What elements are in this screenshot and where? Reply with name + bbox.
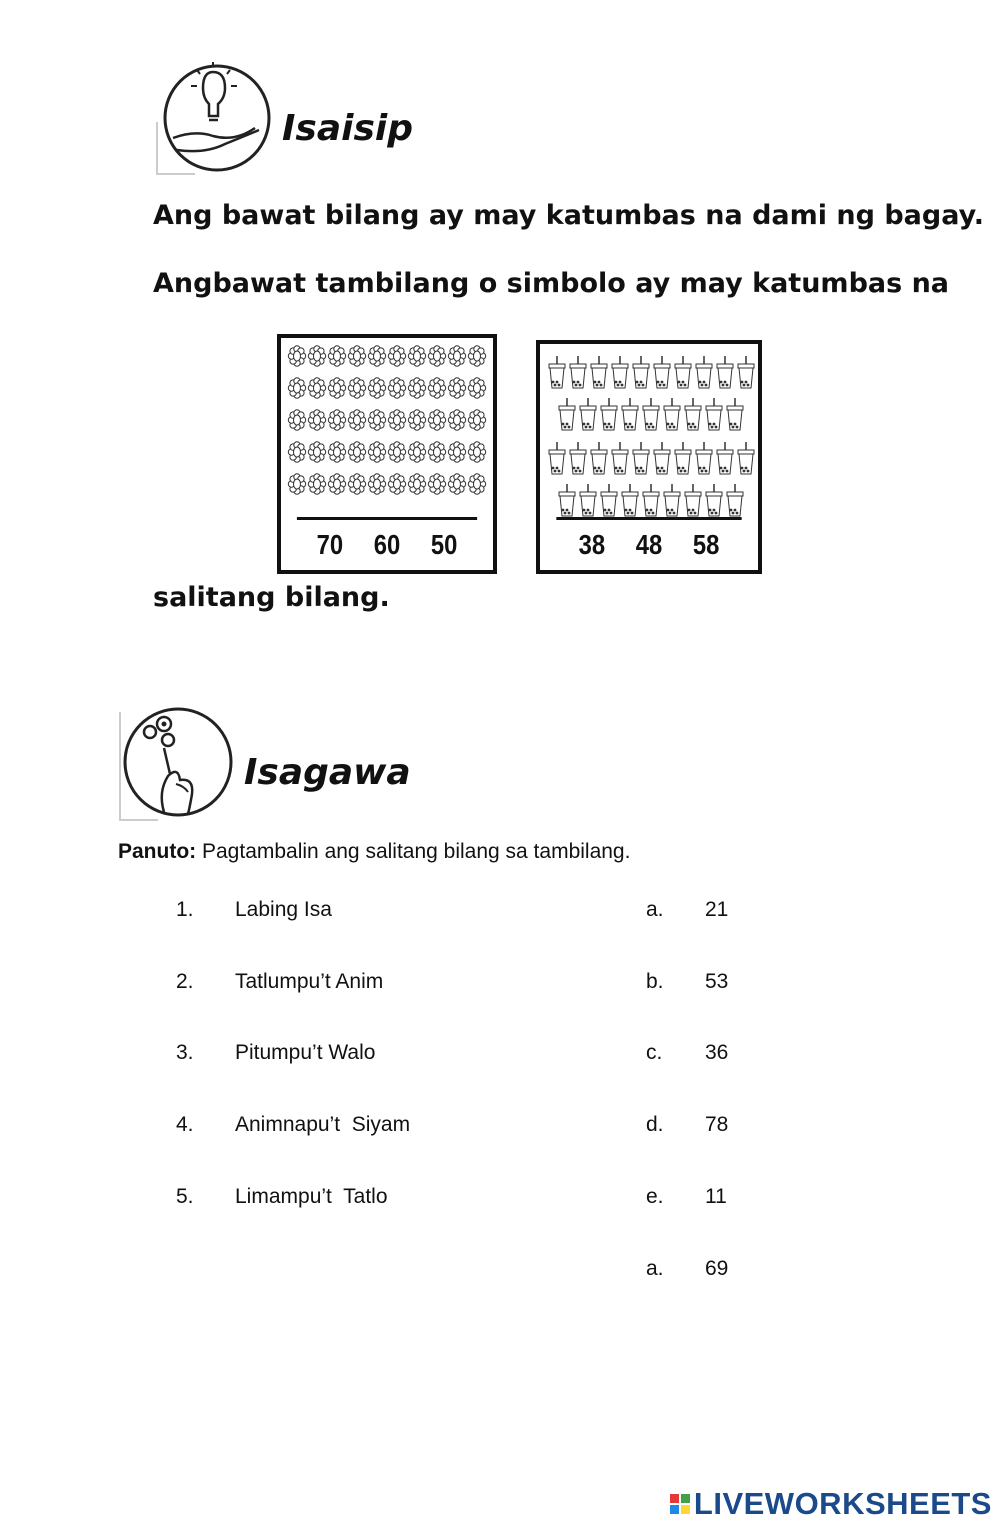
flower-count-box (277, 334, 497, 574)
bubble-tea-icon (654, 356, 670, 388)
number-word[interactable]: Limampu’t Tatlo (235, 1185, 388, 1208)
flower-icon (388, 346, 405, 366)
cup-choices (556, 517, 741, 570)
flower-icon (428, 378, 445, 398)
isaisip-line-3: salitang bilang. (153, 582, 390, 613)
logo-square (681, 1494, 690, 1503)
number-word[interactable]: Tatlumpu’t Anim (235, 970, 384, 993)
flower-icon (288, 474, 305, 494)
flower-icon (468, 410, 485, 430)
flower-icon (308, 410, 325, 430)
bubble-tea-icon (664, 484, 680, 516)
choice-letter: e. (646, 1185, 664, 1208)
bubble-tea-icon (622, 398, 638, 430)
isaisip-line-1: Ang bawat bilang ay may katumbas na dami ng bagay. (153, 200, 985, 231)
bubble-tea-icon (591, 442, 607, 474)
flower-icon (308, 474, 325, 494)
flower-icon (328, 442, 345, 462)
watermark-text: LIVEWORKSHEETS (693, 1486, 992, 1521)
flower-icon (388, 474, 405, 494)
logo-square (681, 1505, 690, 1514)
flower-icon (468, 378, 485, 398)
flower-icon (408, 346, 425, 366)
flower-choice-3[interactable]: 50 (430, 529, 458, 560)
flower-icon (328, 410, 345, 430)
flower-icon (368, 442, 385, 462)
flower-choices (297, 517, 477, 570)
instructions (118, 840, 630, 864)
flower-icon (368, 410, 385, 430)
bubble-tea-icon (675, 356, 691, 388)
logo-square (670, 1505, 679, 1514)
choice-value[interactable]: 78 (705, 1113, 729, 1136)
bubble-tea-icon (622, 484, 638, 516)
flower-icon (348, 378, 365, 398)
liveworksheets-logo-icon (670, 1494, 690, 1514)
number-word[interactable]: Labing Isa (235, 898, 332, 921)
flower-grid (281, 338, 493, 518)
flower-icon (428, 410, 445, 430)
isagawa-title: Isagawa (244, 752, 411, 793)
bubble-tea-icon (601, 398, 617, 430)
choice-letter: a. (646, 1257, 664, 1280)
item-number: 5. (176, 1185, 194, 1208)
item-number: 3. (176, 1041, 194, 1064)
item-number: 1. (176, 898, 194, 921)
cup-choice-1[interactable]: 38 (578, 529, 606, 560)
flower-icon (468, 346, 485, 366)
bubble-tea-icon (591, 356, 607, 388)
item-number: 4. (176, 1113, 194, 1136)
bubble-tea-icon (559, 398, 575, 430)
bubble-tea-icon (738, 442, 754, 474)
bubble-tea-icon (612, 356, 628, 388)
bubble-tea-icon (580, 398, 596, 430)
flower-choice-2[interactable]: 60 (373, 529, 401, 560)
flower-icon (348, 410, 365, 430)
bubble-tea-icon (717, 442, 733, 474)
cup-choice-3[interactable]: 58 (692, 529, 720, 560)
hand-flower-icon (118, 702, 236, 827)
bubble-tea-icon (643, 398, 659, 430)
flower-icon (308, 378, 325, 398)
bubble-tea-icon (727, 398, 743, 430)
flower-icon (368, 474, 385, 494)
bubble-tea-icon (696, 356, 712, 388)
bubble-tea-icon (675, 442, 691, 474)
bubble-tea-icon (601, 484, 617, 516)
cup-grid (540, 344, 758, 520)
liveworksheets-watermark (670, 1486, 992, 1522)
bubble-tea-icon (570, 442, 586, 474)
flower-icon (448, 346, 465, 366)
flower-icon (348, 442, 365, 462)
cup-count-box (536, 340, 762, 574)
bubble-tea-icon (549, 442, 565, 474)
flower-icon (328, 346, 345, 366)
flower-icon (408, 442, 425, 462)
bubble-tea-icon (706, 484, 722, 516)
choice-letter: c. (646, 1041, 663, 1064)
flower-icon (468, 442, 485, 462)
lightbulb-hand-icon (155, 58, 275, 181)
flower-icon (288, 378, 305, 398)
bubble-tea-icon (580, 484, 596, 516)
number-word[interactable]: Animnapu’t Siyam (235, 1113, 411, 1136)
choice-letter: d. (646, 1113, 664, 1136)
bubble-tea-icon (559, 484, 575, 516)
flower-icon (448, 442, 465, 462)
flower-choice-1[interactable]: 70 (316, 529, 344, 560)
choice-value[interactable]: 36 (705, 1041, 729, 1064)
bubble-tea-icon (643, 484, 659, 516)
bubble-tea-icon (570, 356, 586, 388)
logo-square (670, 1494, 679, 1503)
flower-icon (348, 474, 365, 494)
bubble-tea-icon (612, 442, 628, 474)
instructions-text: Pagtambalin ang salitang bilang sa tambilang. (202, 840, 631, 863)
flower-icon (428, 474, 445, 494)
flower-icon (368, 346, 385, 366)
isaisip-title: Isaisip (282, 108, 413, 149)
flower-icon (428, 346, 445, 366)
flower-icon (328, 474, 345, 494)
bubble-tea-icon (706, 398, 722, 430)
flower-icon (388, 442, 405, 462)
bubble-tea-icon (717, 356, 733, 388)
flower-icon (408, 378, 425, 398)
bubble-tea-icon (654, 442, 670, 474)
choice-letter: a. (646, 898, 664, 921)
number-word[interactable]: Pitumpu’t Walo (235, 1041, 376, 1064)
flower-icon (308, 346, 325, 366)
bubble-tea-icon (685, 398, 701, 430)
flower-icon (408, 410, 425, 430)
flower-icon (428, 442, 445, 462)
instructions-label: Panuto: (118, 840, 197, 863)
flower-icon (448, 474, 465, 494)
bubble-tea-icon (633, 442, 649, 474)
item-number: 2. (176, 970, 194, 993)
flower-icon (448, 410, 465, 430)
bubble-tea-icon (696, 442, 712, 474)
flower-icon (388, 378, 405, 398)
choice-value[interactable]: 69 (705, 1257, 729, 1280)
cup-choice-2[interactable]: 48 (635, 529, 663, 560)
flower-icon (368, 378, 385, 398)
bubble-tea-icon (727, 484, 743, 516)
choice-value[interactable]: 53 (705, 970, 729, 993)
bubble-tea-icon (664, 398, 680, 430)
flower-icon (328, 378, 345, 398)
flower-icon (288, 442, 305, 462)
flower-icon (388, 410, 405, 430)
isaisip-line-2: Angbawat tambilang o simbolo ay may katumbas na (153, 268, 950, 299)
bubble-tea-icon (549, 356, 565, 388)
choice-value[interactable]: 11 (705, 1185, 727, 1208)
bubble-tea-icon (738, 356, 754, 388)
flower-icon (408, 474, 425, 494)
flower-icon (348, 346, 365, 366)
flower-icon (288, 346, 305, 366)
flower-icon (308, 442, 325, 462)
bubble-tea-icon (633, 356, 649, 388)
flower-icon (288, 410, 305, 430)
choice-value[interactable]: 21 (705, 898, 729, 921)
choice-letter: b. (646, 970, 664, 993)
flower-icon (448, 378, 465, 398)
flower-icon (468, 474, 485, 494)
bubble-tea-icon (685, 484, 701, 516)
